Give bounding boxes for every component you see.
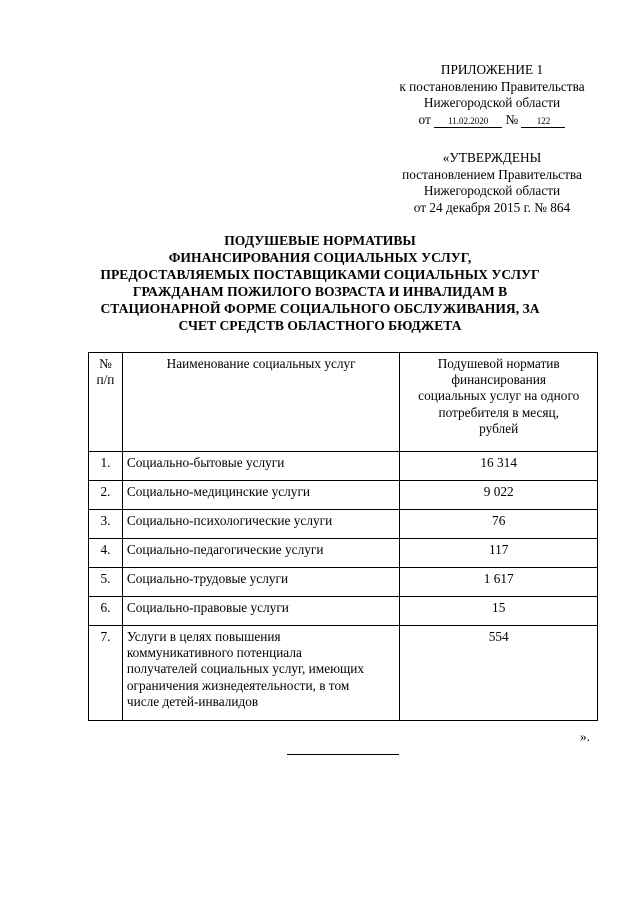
- row-name: Социально-педагогические услуги: [122, 539, 400, 568]
- from-label: от: [418, 111, 431, 127]
- number-sign: №: [505, 111, 519, 127]
- header-num-line: №: [99, 356, 112, 371]
- approved-line-2: постановлением Правительства: [402, 166, 582, 182]
- title-line: ПОДУШЕВЫЕ НОРМАТИВЫ: [224, 233, 416, 248]
- row-value: 1 617: [400, 568, 598, 597]
- row-num: 6.: [89, 597, 123, 626]
- header-num: [89, 353, 123, 452]
- header-value-line: потребителя в месяц,: [438, 404, 559, 420]
- appendix-header: [382, 62, 602, 128]
- table-row: [89, 481, 598, 510]
- row-name-line: Услуги в целях повышения: [126, 629, 281, 644]
- row-name-line: ограничения жизнедеятельности, в том: [126, 677, 350, 693]
- approved-line-3: Нижегородской области: [423, 183, 561, 198]
- row-value: 16 314: [400, 452, 598, 481]
- table-row: [89, 597, 598, 626]
- approved-line-1: «УТВЕРЖДЕНЫ: [442, 150, 542, 165]
- header-value: [400, 353, 598, 452]
- table-row: [89, 626, 598, 721]
- title-line: ГРАЖДАНАМ ПОЖИЛОГО ВОЗРАСТА И ИНВАЛИДАМ В: [132, 284, 508, 299]
- title-line: ФИНАНСИРОВАНИЯ СОЦИАЛЬНЫХ УСЛУГ,: [168, 250, 472, 265]
- title-line: СЧЕТ СРЕДСТВ ОБЛАСТНОГО БЮДЖЕТА: [178, 318, 462, 333]
- row-name: Социально-бытовые услуги: [122, 452, 400, 481]
- header-name: Наименование социальных услуг: [122, 353, 400, 452]
- row-name-line: получателей социальных услуг, имеющих: [126, 661, 365, 677]
- row-name: Социально-трудовые услуги: [122, 568, 400, 597]
- table-row: [89, 539, 598, 568]
- norms-table: [88, 352, 598, 721]
- table-row: [89, 452, 598, 481]
- row-value: 554: [400, 626, 598, 721]
- header-value-line: рублей: [479, 420, 519, 436]
- row-num: 1.: [89, 452, 123, 481]
- resolution-number: 122: [521, 116, 565, 128]
- row-value: 76: [400, 510, 598, 539]
- document-title: [80, 232, 560, 334]
- closing-quote-mark: ».: [580, 729, 590, 744]
- row-name: Социально-психологические услуги: [122, 510, 400, 539]
- header-num-line: п/п: [96, 372, 115, 388]
- approved-line-4: от 24 декабря 2015 г. № 864: [413, 199, 571, 215]
- row-value: 9 022: [400, 481, 598, 510]
- title-line: СТАЦИОНАРНОЙ ФОРМЕ СОЦИАЛЬНОГО ОБСЛУЖИВАНИЯ, ЗА: [100, 301, 540, 316]
- appendix-date-line: [382, 112, 602, 129]
- row-name-line: коммуникативного потенциала: [126, 645, 302, 661]
- table-row: [89, 568, 598, 597]
- row-value: 117: [400, 539, 598, 568]
- row-num: 7.: [89, 626, 123, 721]
- row-name: Социально-правовые услуги: [122, 597, 400, 626]
- approved-block: [382, 150, 602, 216]
- row-name: [122, 626, 400, 721]
- header-value-line: Подушевой норматив: [437, 356, 560, 371]
- end-divider: [287, 754, 399, 755]
- title-line: ПРЕДОСТАВЛЯЕМЫХ ПОСТАВЩИКАМИ СОЦИАЛЬНЫХ УСЛУГ: [100, 267, 540, 282]
- appendix-line-1: к постановлению Правительства: [399, 78, 585, 94]
- row-num: 2.: [89, 481, 123, 510]
- row-num: 5.: [89, 568, 123, 597]
- row-name: Социально-медицинские услуги: [122, 481, 400, 510]
- row-num: 3.: [89, 510, 123, 539]
- row-value: 15: [400, 597, 598, 626]
- header-value-line: социальных услуг на одного: [418, 388, 580, 404]
- appendix-title: ПРИЛОЖЕНИЕ 1: [440, 62, 544, 77]
- appendix-line-2: Нижегородской области: [423, 95, 561, 110]
- row-name-line: числе детей-инвалидов: [126, 693, 259, 709]
- header-value-line: финансирования: [451, 372, 546, 388]
- resolution-date: 11.02.2020: [434, 116, 502, 128]
- table-header-row: [89, 353, 598, 452]
- table-row: [89, 510, 598, 539]
- row-num: 4.: [89, 539, 123, 568]
